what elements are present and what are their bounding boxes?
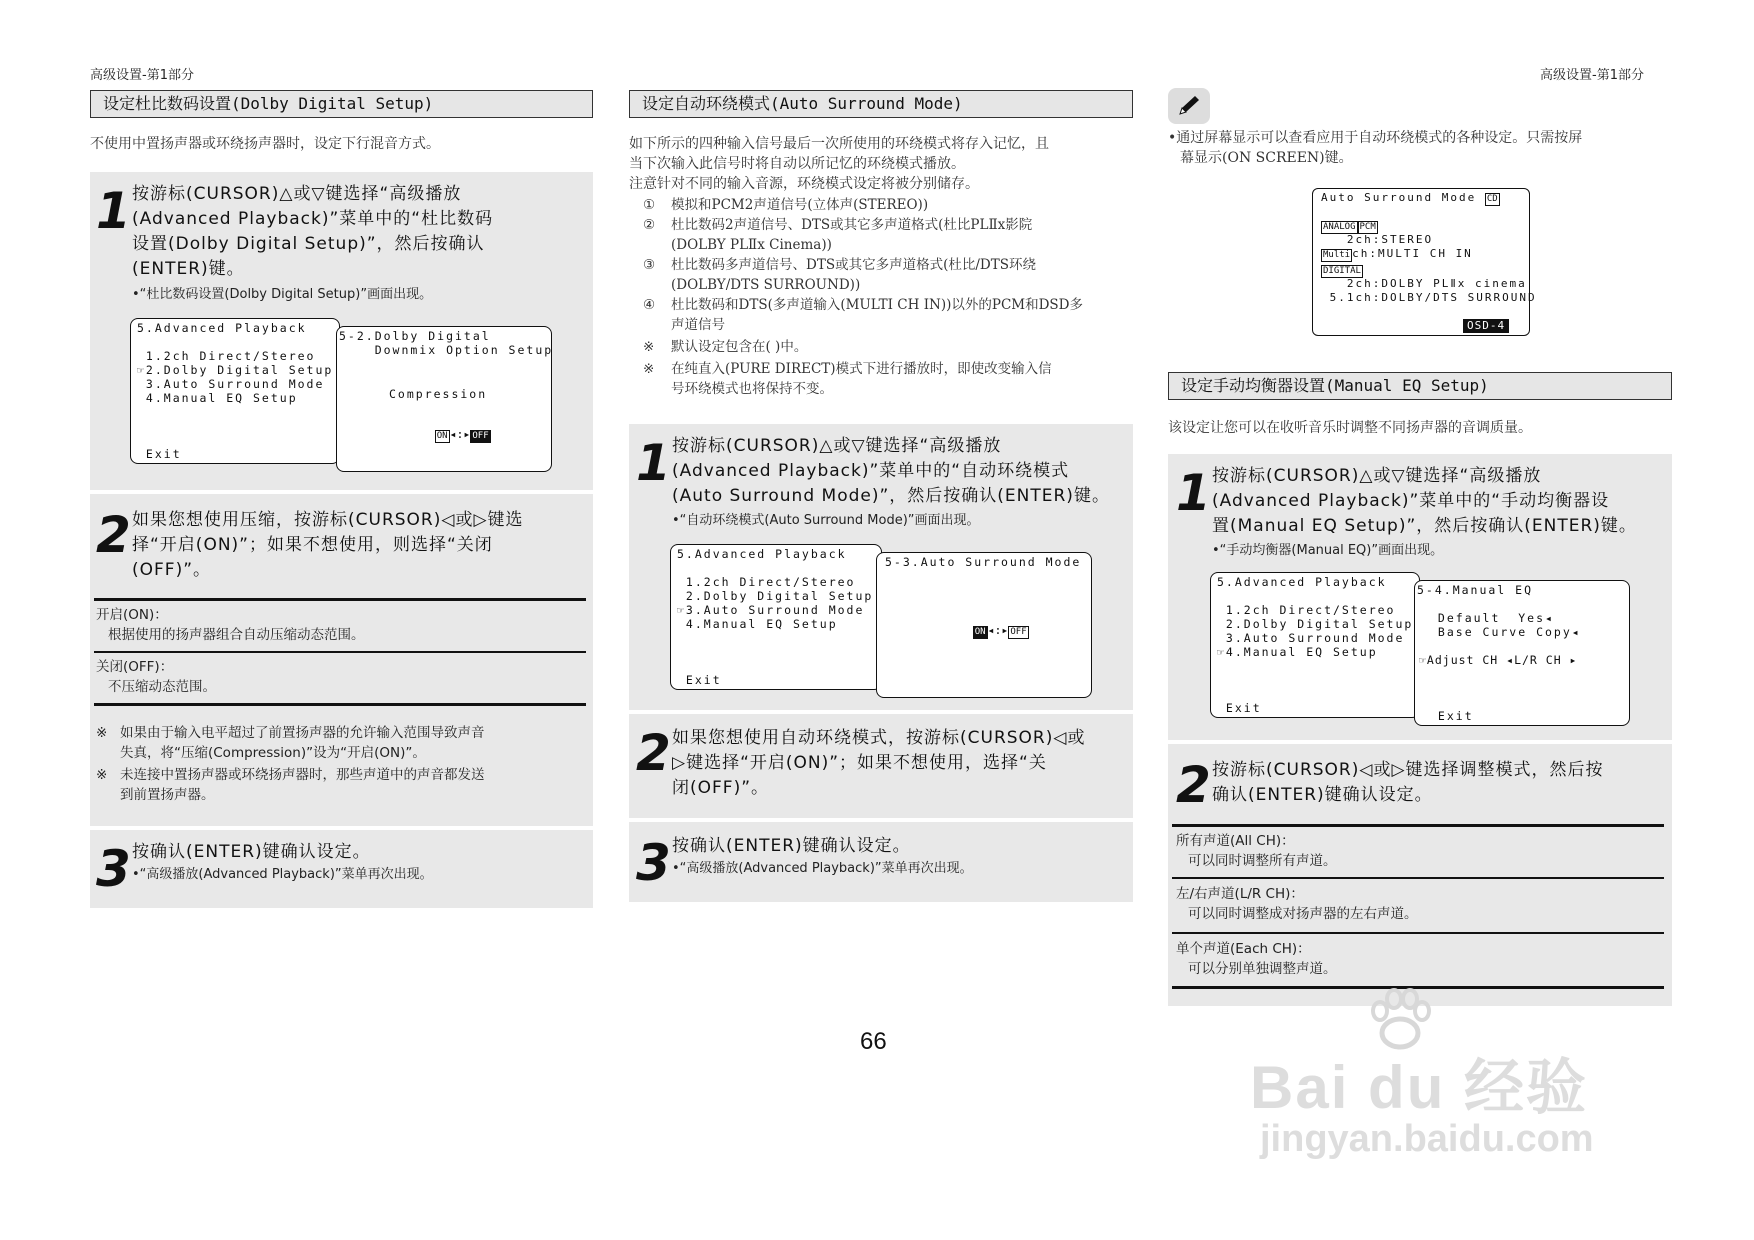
watermark-url: jingyan.baidu.com [1260,1118,1594,1160]
step-subtext: •“高级播放(Advanced Playback)”菜单再次出现。 [132,867,433,882]
osd-dolby-digital [336,326,552,472]
note-mark: ※ [96,725,108,741]
osd-menu-item: 1.2ch Direct/Stereo [1217,603,1396,617]
def-all-desc: 可以同时调整所有声道。 [1188,853,1337,869]
osd-multi-tag: Multi [1323,250,1351,260]
pencil-icon [1168,88,1210,124]
list-text: 在纯直入(PURE DIRECT)模式下进行播放时，即使改变输入信 [671,361,1052,377]
step2-manual-eq [1176,756,1666,816]
osd-menu-item: ☞2.Dolby Digital Setup [137,363,334,377]
osd-on-off [407,413,491,457]
osd-manual-eq [1414,580,1630,726]
osd-analog-row [1321,219,1378,234]
step-text: (ENTER)键。 [132,259,245,279]
step-subtext: •“自动环绕模式(Auto Surround Mode)”画面出现。 [672,513,980,528]
osd-digital-tag: DIGITAL [1323,266,1361,276]
osd-on-off [945,609,1029,653]
step-text: 确认(ENTER)键确认设定。 [1212,785,1433,805]
divider [1172,824,1664,827]
arrow-right-icon: ▸ [1001,623,1009,637]
list-mark: ④ [643,297,656,313]
osd-menu-item: 4.Manual EQ Setup [677,617,838,631]
def-lr-term: 左/右声道(L/R CH)： [1176,886,1304,902]
osd-menu-item: ☞3.Auto Surround Mode [677,603,865,617]
osd-tag: OSD-4 [1463,319,1509,333]
osd-auto-surround-status [1312,188,1537,336]
list-item [629,338,1133,358]
osd-menu-item: Default Yes◂ [1429,611,1554,625]
def-each-term: 单个声道(Each CH)： [1176,941,1311,957]
osd-separator: : [994,623,1002,637]
osd-exit: Exit [677,673,722,687]
intro-manual-eq: 该设定让您可以在收听音乐时调整不同扬声器的音调质量。 [1168,420,1532,436]
note-text: 到前置扬声器。 [120,787,215,803]
step-text: 按确认(ENTER)键确认设定。 [132,842,371,862]
step-text: 按确认(ENTER)键确认设定。 [672,836,911,856]
divider [94,598,586,601]
list-mark: ※ [643,339,655,355]
osd-advanced-playback [670,544,882,690]
list-item [629,296,1133,336]
divider [94,703,586,706]
list-mark: ③ [643,257,656,273]
list-text: 号环绕模式也将保持不变。 [671,381,833,397]
osd-off-tag: OFF [472,431,489,441]
list-mark: ※ [643,361,655,377]
list-text: 杜比数码2声道信号、DTS或其它多声道格式(杜比PLⅡx影院 [671,217,1033,233]
list-text: (DOLBY/DTS SURROUND)) [671,277,861,293]
step-subtext: •“手动均衡器(Manual EQ)”画面出现。 [1212,543,1444,558]
def-on-term: 开启(ON)： [96,607,168,623]
header-left: 高级设置-第1部分 [90,68,194,83]
osd-row: 2ch:DOLBY PLⅡx cinema [1321,277,1527,290]
osd-menu-item: 2.Dolby Digital Setup [677,589,874,603]
osd-exit: Exit [137,447,182,461]
note-mark: ※ [96,767,108,783]
osd-row-text: ch:MULTI CH IN [1352,247,1473,260]
osd-menu-item: 1.2ch Direct/Stereo [677,575,856,589]
note-1 [96,724,586,764]
list-text: 模拟和PCM2声道信号(立体声(STEREO)) [671,197,929,213]
list-item [629,256,1133,296]
step-text: (OFF)”。 [132,560,212,580]
osd-title: 5.Advanced Playback [677,547,847,561]
osd-title: Auto Surround Mode [1321,191,1477,204]
step-text: (Advanced Playback)”菜单中的“手动均衡器设 [1212,491,1610,511]
def-on-desc: 根据使用的扬声器组合自动压缩动态范围。 [108,627,365,643]
section-title-manual-eq: 设定手动均衡器设置(Manual EQ Setup) [1168,372,1672,400]
step-number: 2 [96,506,131,564]
def-off-desc: 不压缩动态范围。 [108,679,216,695]
osd-on-tag: ON [974,627,986,637]
step-text: 按游标(CURSOR)△或▽键选择“高级播放 [1212,466,1542,486]
step2-auto-surround [636,724,1126,804]
step-text: ▷键选择“开启(ON)”；如果不想使用，选择“关 [672,753,1047,773]
step-text: (Advanced Playback)”菜单中的“杜比数码 [132,209,494,229]
osd-exit: Exit [1217,701,1262,715]
tip-text: 幕显示(ON SCREEN)键。 [1180,150,1353,166]
step-number: 2 [636,724,671,782]
step-number: 1 [1176,464,1211,522]
osd-menu-item: ☞Adjust CH ◂L/R CH ▸ [1419,653,1578,667]
osd-separator: : [456,427,464,441]
intro-auto-surround: 如下所示的四种输入信号最后一次所使用的环绕模式将存入记忆，且 [629,136,1049,152]
divider [1172,877,1664,879]
osd-menu-item: Base Curve Copy◂ [1429,625,1581,639]
signal-list [629,196,1133,410]
step3-dolby [96,838,586,902]
intro-dolby: 不使用中置扬声器或环绕扬声器时，设定下行混音方式。 [90,136,440,152]
note-text: 失真，将“压缩(Compression)”设为“开启(ON)”。 [120,745,426,761]
osd-menu-item: 2.Dolby Digital Setup [1217,617,1414,631]
osd-multi-row [1321,247,1473,262]
step3-auto-surround [636,832,1126,896]
osd-cd-tag: CD [1486,194,1498,204]
osd-menu-item: ☞4.Manual EQ Setup [1217,645,1378,659]
step-text: 择“开启(ON)”；如果不想使用，则选择“关闭 [132,535,493,555]
step-number: 1 [96,182,131,240]
arrow-left-icon: ◂ [449,427,457,441]
arrow-left-icon: ◂ [987,623,995,637]
list-text: 声道信号 [671,317,725,333]
def-each-desc: 可以分别单独调整声道。 [1188,961,1337,977]
intro-auto-surround: 当下次输入此信号时将自动以所记忆的环绕模式播放。 [629,156,965,172]
step-text: (Advanced Playback)”菜单中的“自动环绕模式 [672,461,1070,481]
step-subtext: •“杜比数码设置(Dolby Digital Setup)”画面出现。 [132,287,433,302]
step-number: 3 [96,840,131,898]
step-text: 按游标(CURSOR)△或▽键选择“高级播放 [132,184,462,204]
osd-row: 2ch:STEREO [1321,233,1434,246]
osd-analog-tag: ANALOG [1323,222,1356,232]
step2-dolby [96,506,586,586]
step-text: 设置(Dolby Digital Setup)”，然后按确认 [132,234,485,254]
note-text: 如果由于输入电平超过了前置扬声器的允许输入范围导致声音 [120,725,485,741]
step-text: 按游标(CURSOR)◁或▷键选择调整模式，然后按 [1212,760,1604,780]
def-all-term: 所有声道(All CH)： [1176,833,1295,849]
divider [94,651,586,653]
list-mark: ① [643,197,656,213]
watermark-brand: Bai du 经验 [1250,1054,1589,1121]
osd-digital-row [1321,263,1363,278]
osd-menu-item: 3.Auto Surround Mode [1217,631,1405,645]
step-text: (Auto Surround Mode)”，然后按确认(ENTER)键。 [672,486,1110,506]
step-text: 按游标(CURSOR)△或▽键选择“高级播放 [672,436,1002,456]
step-text: 闭(OFF)”。 [672,778,770,798]
list-text: 杜比数码多声道信号、DTS或其它多声道格式(杜比/DTS环绕 [671,257,1036,273]
osd-subtitle: Downmix Option Setup [339,343,554,357]
page-number: 66 [860,1028,887,1055]
step-number: 3 [636,834,671,892]
section-title-auto-surround: 设定自动环绕模式(Auto Surround Mode) [629,90,1133,118]
note-2 [96,766,586,806]
list-item [629,196,1133,216]
osd-title: 5-3.Auto Surround Mode [885,555,1082,569]
step1-manual-eq [1176,462,1666,562]
osd-title: 5-4.Manual EQ [1417,583,1534,597]
pencil-note-badge [1168,88,1210,124]
osd-on-tag: ON [436,431,448,441]
step-text: 置(Manual EQ Setup)”，然后按确认(ENTER)键。 [1212,516,1637,536]
step-number: 1 [636,434,671,492]
tip-text: •通过屏幕显示可以查看应用于自动环绕模式的各种设定。只需按屏 [1168,130,1583,146]
divider [1172,932,1664,934]
osd-menu-item: 3.Auto Surround Mode [137,377,325,391]
osd-advanced-playback [130,318,340,464]
osd-title: 5-2.Dolby Digital [339,329,491,343]
list-text: 默认设定包含在( )中。 [671,339,808,355]
osd-title-row [1321,191,1500,206]
list-mark: ② [643,217,656,233]
osd-menu-item: 4.Manual EQ Setup [137,391,298,405]
intro-auto-surround: 注意针对不同的输入音源，环绕模式设定将被分别储存。 [629,176,979,192]
arrow-right-icon: ▸ [463,427,471,441]
header-right: 高级设置-第1部分 [1540,68,1644,83]
osd-title: 5.Advanced Playback [137,321,307,335]
step-text: 如果您想使用压缩，按游标(CURSOR)◁或▷键选 [132,510,524,530]
def-off-term: 关闭(OFF)： [96,659,174,675]
section-title-dolby-digital: 设定杜比数码设置(Dolby Digital Setup) [90,90,593,118]
osd-row: 5.1ch:DOLBY/DTS SURROUND [1321,291,1537,304]
step-subtext: •“高级播放(Advanced Playback)”菜单再次出现。 [672,861,973,876]
note-text: 未连接中置扬声器或环绕扬声器时，那些声道中的声音都发送 [120,767,485,783]
osd-advanced-playback [1210,572,1420,718]
step-text: 如果您想使用自动环绕模式，按游标(CURSOR)◁或 [672,728,1086,748]
osd-auto-surround [876,552,1092,698]
step1-auto-surround [636,432,1126,532]
osd-exit: Exit [1429,709,1474,723]
list-item [629,216,1133,256]
list-text: 杜比数码和DTS(多声道输入(MULTI CH IN))以外的PCM和DSD多 [671,297,1084,313]
list-item [629,360,1133,400]
osd-compression-label: Compression [389,387,488,401]
step-number: 2 [1176,756,1211,814]
osd-title: 5.Advanced Playback [1217,575,1387,589]
osd-off-tag: OFF [1010,627,1027,637]
list-text: (DOLBY PLⅡx Cinema)) [671,237,832,253]
osd-pcm-tag: PCM [1359,222,1376,232]
osd-menu-item: 1.2ch Direct/Stereo [137,349,316,363]
def-lr-desc: 可以同时调整成对扬声器的左右声道。 [1188,906,1418,922]
